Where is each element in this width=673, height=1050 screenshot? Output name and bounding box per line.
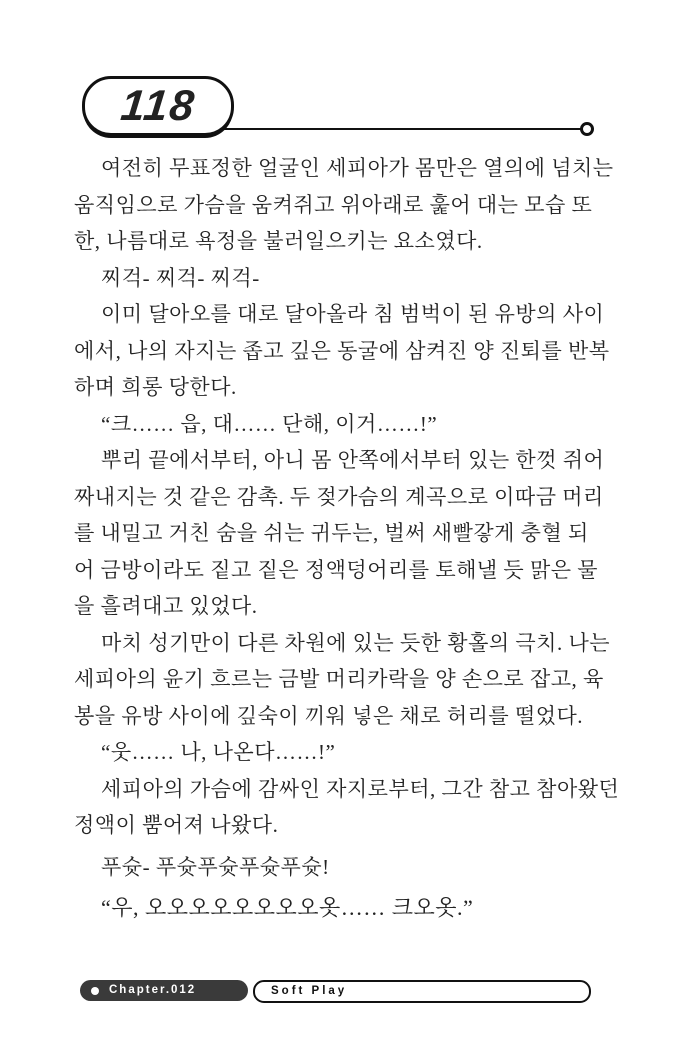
text-line: “우, 오오오오오오오오옷…… 크오옷.” xyxy=(101,895,474,920)
text-line: 을 흘려대고 있었다. xyxy=(74,594,258,618)
bullet-dot-icon xyxy=(91,987,99,995)
text-line: 이미 달아오를 대로 달아올라 침 범벅이 된 유방의 사이 xyxy=(101,302,605,326)
text-line: 세피아의 가슴에 감싸인 자지로부터, 그간 참고 참아왔던 xyxy=(101,776,620,801)
text-line: “크…… 읍, 대…… 단해, 이거……!” xyxy=(101,411,438,436)
text-line: 봉을 유방 사이에 깊숙이 끼워 넣은 채로 허리를 떨었다. xyxy=(74,703,584,728)
body-text xyxy=(74,150,620,927)
chapter-label: Chapter.012 xyxy=(109,984,197,997)
section-label: Soft Play xyxy=(271,985,348,998)
text-line: 에서, 나의 자지는 좁고 깊은 동굴에 삼켜진 양 진퇴를 반복 xyxy=(74,338,610,363)
text-line: 하며 희롱 당한다. xyxy=(74,375,237,399)
text-line: 세피아의 윤기 흐르는 금발 머리카락을 양 손으로 잡고, 육 xyxy=(74,667,604,691)
text-line: 푸슛- 푸슛푸슛푸슛푸슛! xyxy=(101,854,330,879)
text-line: 한, 나름대로 욕정을 불러일으키는 요소였다. xyxy=(74,229,483,253)
text-line: 움직임으로 가슴을 움켜쥐고 위아래로 훑어 대는 모습 또 xyxy=(74,192,593,217)
page-number-pill xyxy=(82,76,234,136)
text-line: 여전히 무표정한 얼굴인 세피아가 몸만은 열의에 넘치는 xyxy=(101,156,614,180)
text-line: 정액이 뿜어져 나왔다. xyxy=(74,813,279,837)
text-line: 를 내밀고 거친 숨을 쉬는 귀두는, 벌써 새빨갛게 충혈 되 xyxy=(74,521,589,545)
header-rule-line xyxy=(220,128,582,130)
text-line: “웃…… 나, 나온다……!” xyxy=(101,740,336,764)
page-footer xyxy=(0,980,673,1004)
text-line: 어 금방이라도 짙고 짙은 정액덩어리를 토해낼 듯 맑은 물 xyxy=(74,557,599,582)
text-line: 찌걱- 찌걱- 찌걱- xyxy=(101,265,260,290)
text-line: 마치 성기만이 다른 차원에 있는 듯한 황홀의 극치. 나는 xyxy=(101,630,611,655)
section-badge xyxy=(253,980,591,1003)
text-line: 뿌리 끝에서부터, 아니 몸 안쪽에서부터 있는 한껏 쥐어 xyxy=(101,448,605,472)
text-line: 짜내지는 것 같은 감촉. 두 젖가슴의 계곡으로 이따금 머리 xyxy=(74,484,604,509)
chapter-badge xyxy=(80,980,248,1001)
page-header xyxy=(0,74,673,144)
page-number: 118 xyxy=(118,81,198,130)
ring-ornament-icon xyxy=(580,122,594,136)
